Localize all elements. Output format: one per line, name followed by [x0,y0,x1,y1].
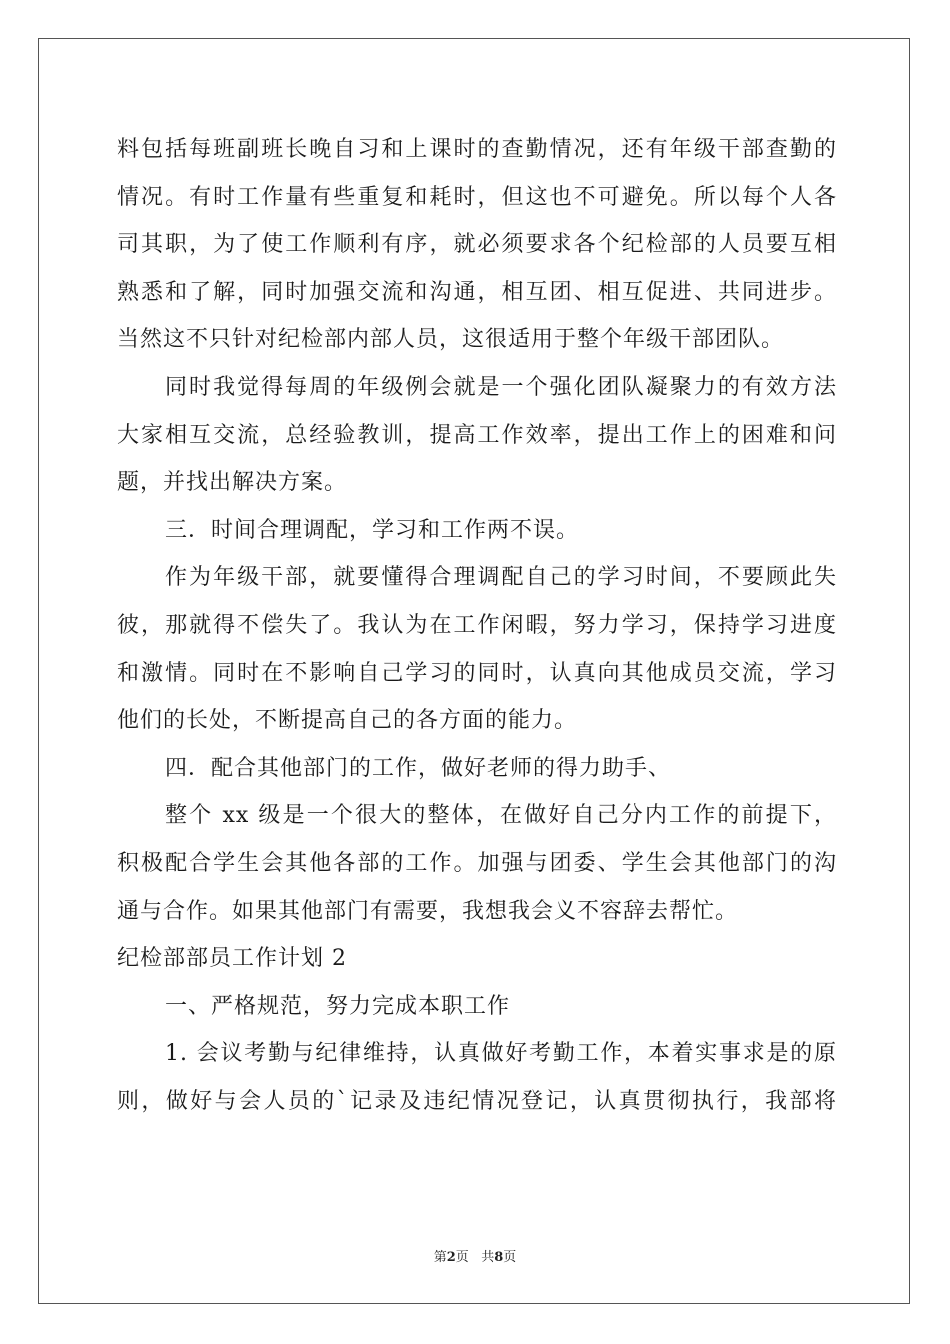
text-line: 通与合作。如果其他部门有需要，我想我会义不容辞去帮忙。 [117,898,739,924]
text-line: 1. 会议考勤与纪律维持，认真做好考勤工作，本着实事求是的原 [165,1041,837,1067]
text-line: 整个 xx 级是一个很大的整体，在做好自己分内工作的前提下， [165,803,837,829]
footer-total-pages: 8 [494,1250,504,1265]
text-line: 熟悉和了解，同时加强交流和沟通，相互团、相互促进、共同进步。 [117,279,837,305]
footer-page-word: 页 [455,1250,469,1265]
footer-total-prefix: 共 [481,1250,495,1265]
text-line: 四．配合其他部门的工作，做好老师的得力助手、 [165,755,672,781]
text-line: 情况。有时工作量有些重复和耗时，但这也不可避免。所以每个人各 [117,184,837,210]
text-line: 当然这不只针对纪检部内部人员，这很适用于整个年级干部团队。 [117,327,785,353]
text-line: 则，做好与会人员的`记录及违纪情况登记，认真贯彻执行，我部将 [117,1088,837,1114]
footer-prefix: 第 [433,1250,447,1265]
text-line: 彼，那就得不偿失了。我认为在工作闲暇，努力学习，保持学习进度 [117,612,837,638]
text-line: 料包括每班副班长晚自习和上课时的查勤情况，还有年级干部查勤的 [117,137,837,162]
text-line: 同时我觉得每周的年级例会就是一个强化团队凝聚力的有效方法 [165,374,837,400]
text-line: 大家相互交流，总经验教训，提高工作效率，提出工作上的困难和问 [117,422,837,448]
text-line: 和激情。同时在不影响自己学习的同时，认真向其他成员交流，学习 [117,660,837,686]
text-line: 司其职，为了使工作顺利有序，就必须要求各个纪检部的人员要互相 [117,232,837,258]
text-line: 一、严格规范，努力完成本职工作 [165,993,511,1019]
page-footer [0,1246,950,1265]
document-body [117,126,837,1125]
text-line: 他们的长处，不断提高自己的各方面的能力。 [117,708,578,734]
footer-total-suffix: 页 [503,1250,517,1265]
text-line: 积极配合学生会其他各部的工作。加强与团委、学生会其他部门的沟 [117,850,837,876]
text-line: 三．时间合理调配，学习和工作两不误。 [165,517,580,543]
text-line: 作为年级干部，就要懂得合理调配自己的学习时间，不要顾此失 [165,565,837,591]
text-line: 纪检部部员工作计划 2 [117,946,347,972]
text-line: 题，并找出解决方案。 [117,470,348,496]
footer-current-page: 2 [446,1250,456,1265]
